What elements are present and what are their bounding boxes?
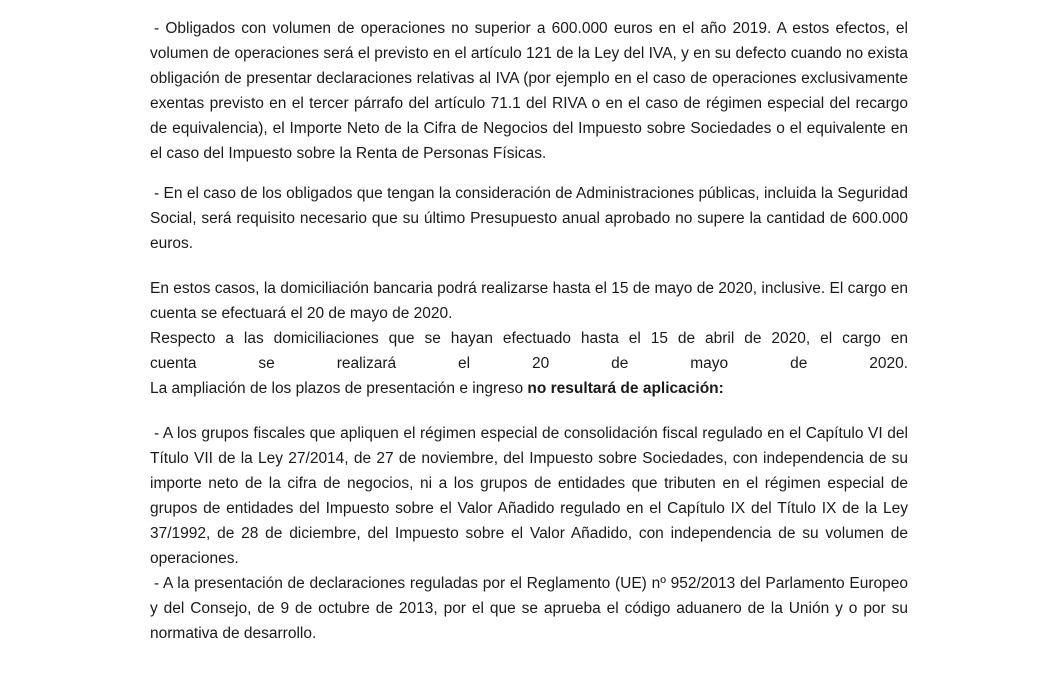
paragraph-group-domiciliacion xyxy=(150,276,908,401)
paragraph-domiciliacion-bancaria: En estos casos, la domiciliación bancaria podrá realizarse hasta el 15 de mayo de 2020, inclusive. El cargo en cuenta se efectuará el 20 de mayo de 2020. xyxy=(150,280,908,322)
paragraph-obligados-volumen: - Obligados con volumen de operaciones no superior a 600.000 euros en el año 2019. A estos efectos, el volumen de operaciones será el previsto en el artículo 121 de la Ley del IVA, y en su defecto cuando no exista obligación de presentar declaraciones relativas al IVA (por ejemplo en el caso de operaciones exclusivamente exentas previsto en el tercer párrafo del artículo 71.1 del RIVA o en el caso de régimen especial del recargo de equivalencia), el Importe Neto de la Cifra de Negocios del Impuesto sobre Sociedades o el equivalente en el caso del Impuesto sobre la Renta de Personas Físicas. xyxy=(150,20,908,162)
paragraph-grupos-fiscales: - A los grupos fiscales que apliquen el régimen especial de consolidación fiscal regulado en el Capítulo VI del Título VII de la Ley 27/2014, de 27 de noviembre, del Impuesto sobre Sociedades, con independencia de su importe neto de la cifra de negocios, ni a los grupos de entidades que tributen en el régimen especial de grupos de entidades del Impuesto sobre el Valor Añadido regulado en el Capítulo IX del Título IX de la Ley 37/1992, de 28 de diciembre, del Impuesto sobre el Valor Añadido, con independencia de su volumen de operaciones. xyxy=(150,425,908,567)
text-no-resultara-bold: no resultará de aplicación: xyxy=(527,380,724,397)
line-cargo-cuenta-justified: cuenta se realizará el 20 de mayo de 2020. xyxy=(150,355,908,372)
paragraph-administraciones-publicas: - En el caso de los obligados que tengan la consideración de Administraciones públicas, incluida la Seguridad Social, será requisito necesario que su último Presupuesto anual aprobado no supere la cantidad de 600.000 euros. xyxy=(150,185,908,252)
paragraph-declaraciones-ue: - A la presentación de declaraciones reguladas por el Reglamento (UE) nº 952/2013 del Parlamento Europeo y del Consejo, de 9 de octubre de 2013, por el que se aprueba el código aduanero de la Unión y o por su normativa de desarrollo. xyxy=(150,575,908,642)
paragraph-ampliacion-plazos xyxy=(150,376,908,401)
line-respecto-domiciliaciones: Respecto a las domiciliaciones que se hayan efectuado hasta el 15 de abril de 2020, el cargo en xyxy=(150,330,908,347)
text-ampliacion-normal: La ampliación de los plazos de presentación e ingreso xyxy=(150,380,528,397)
